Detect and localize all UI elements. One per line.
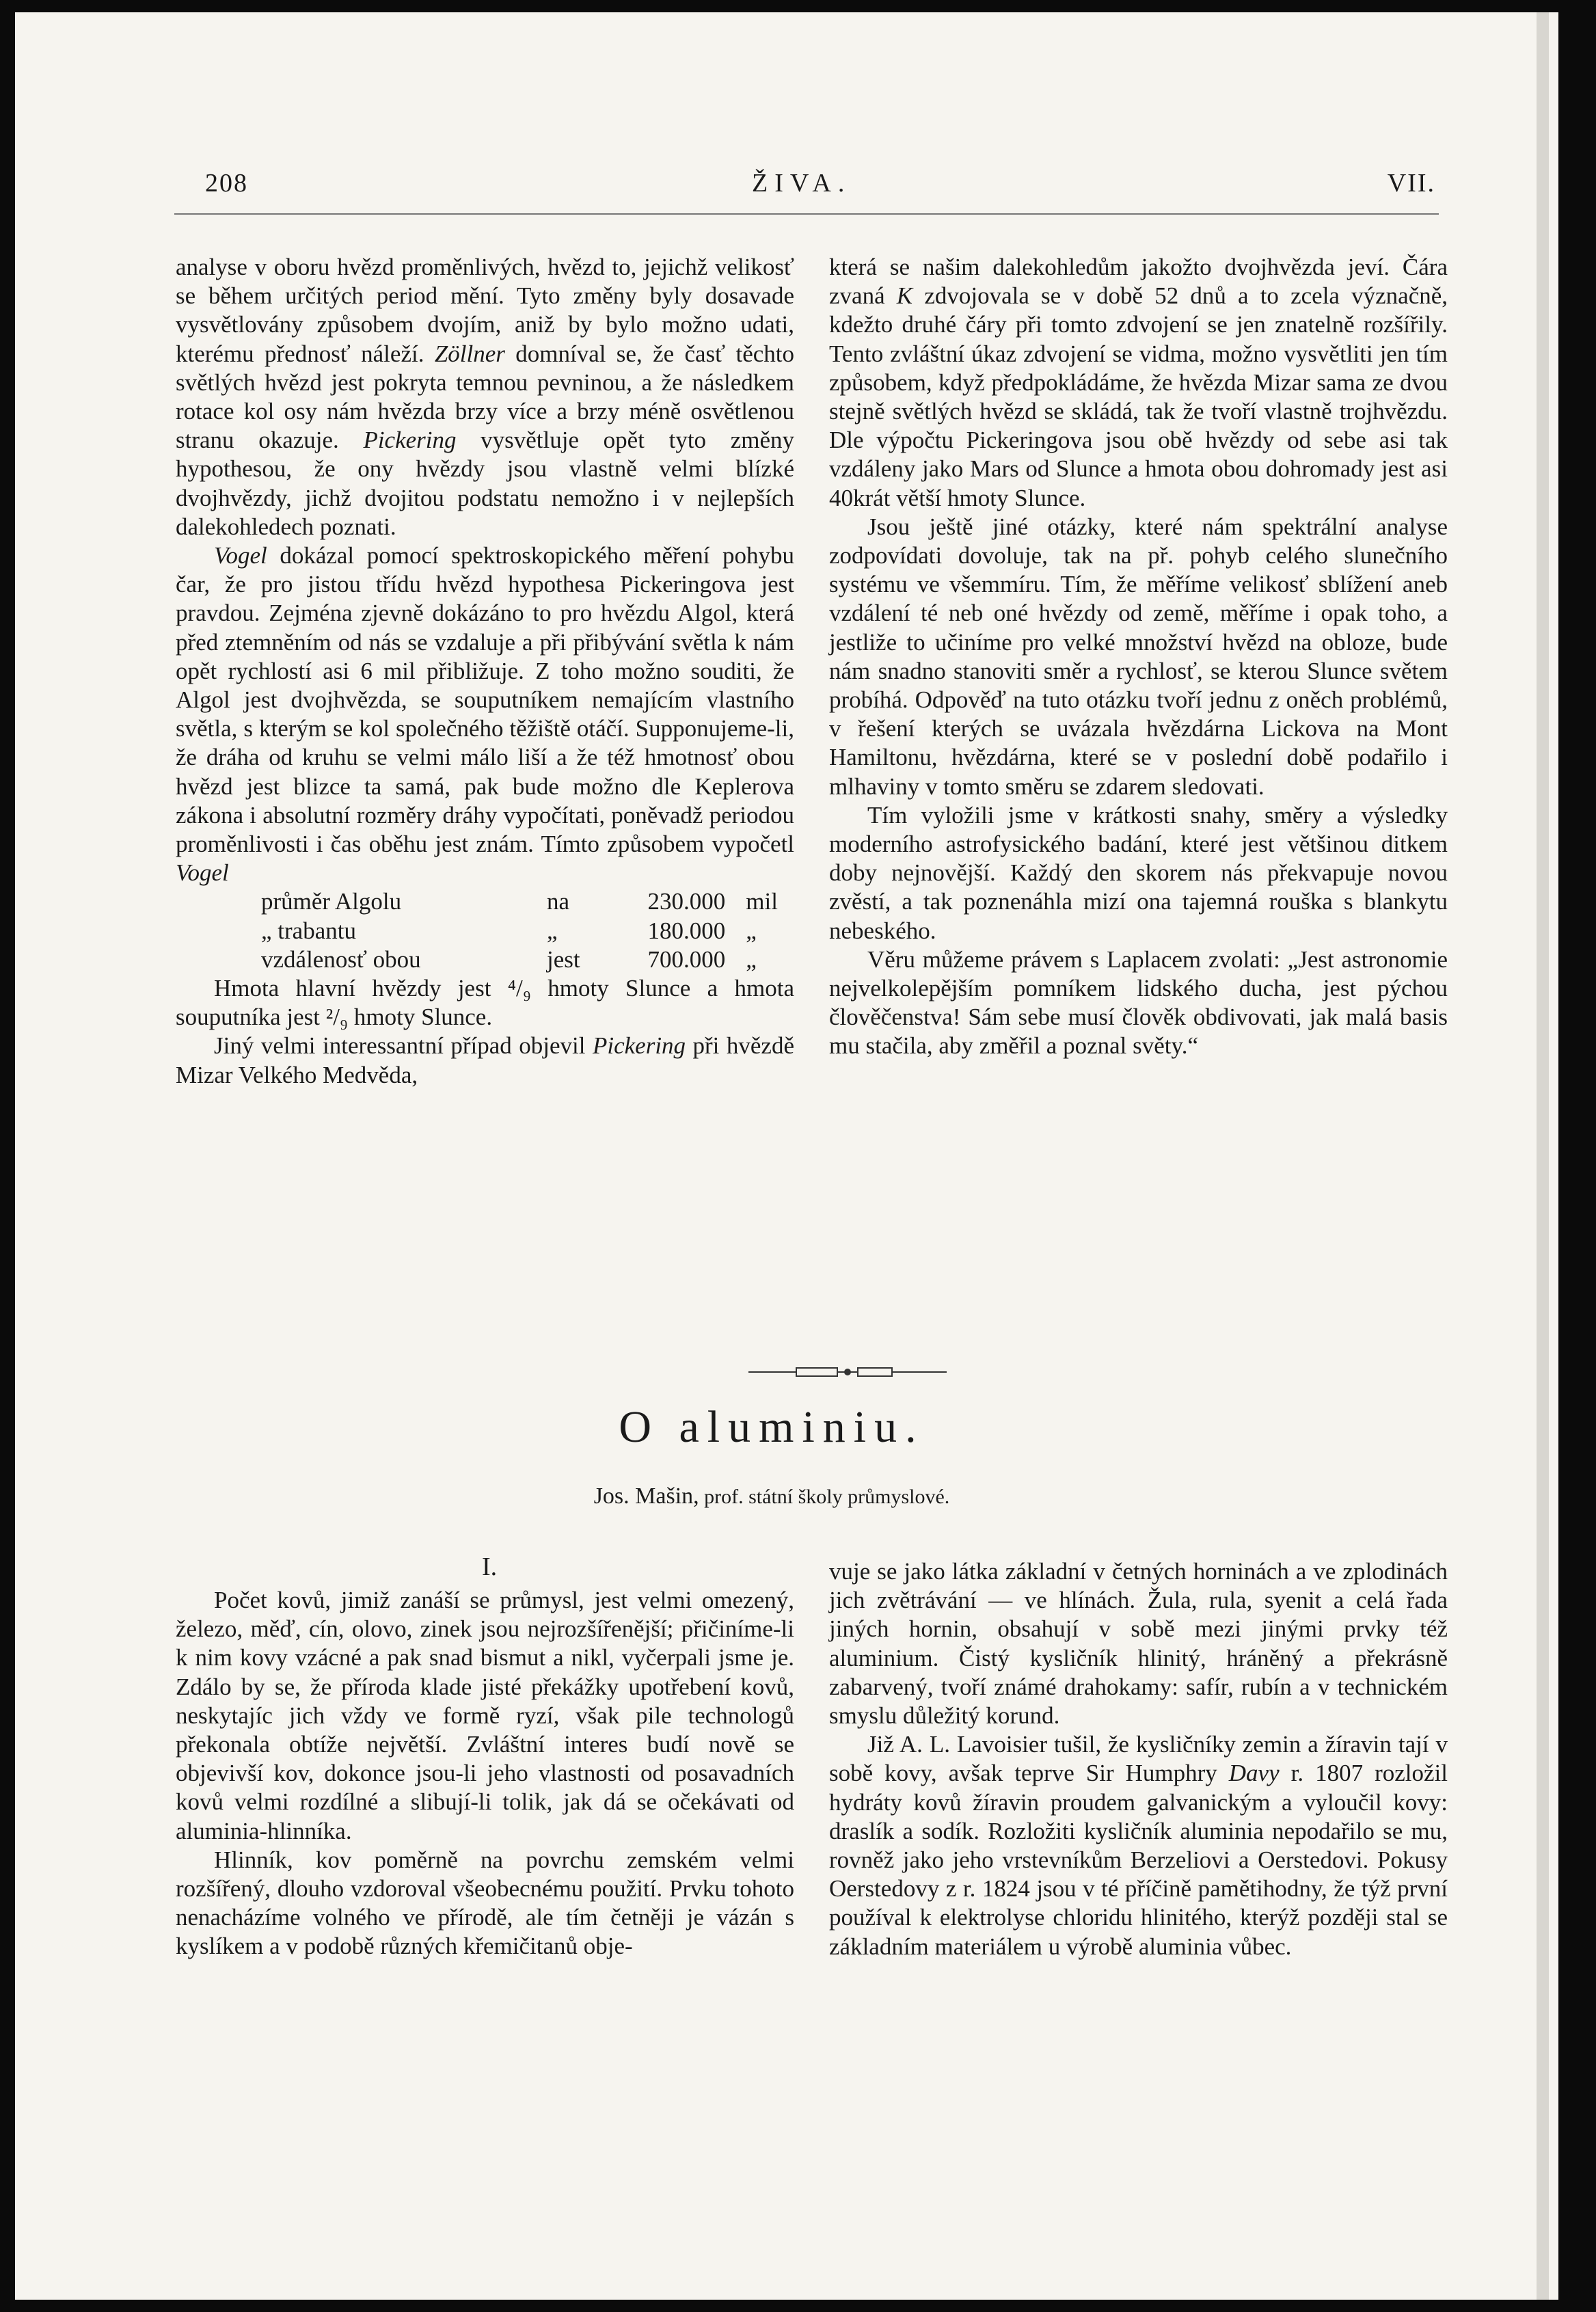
paragraph: Již A. L. Lavoisier tušil, že kysličníky zemin a žíravin tají v sobě kovy, avšak teprve Sir Humphry Davy r. 1807 rozložil hydráty kovů žíravin proudem galvanickým a vyloučil kovy: draslík a sodík. Rozložiti kysličník aluminia nepodařilo se mu, rovněž jako jeho vrstevníkům Berzeliovi a Oerstedovi. Pokusy Oerstedovy z r. 1824 jsou v té příčině pamětihodny, že týž první používal k elektrolyse chloridu hlinitého, kterýž později stal se základním materiálem u výrobě aluminia vůbec. <box>829 1731 1448 1960</box>
paragraph: Hlinník, kov poměrně na povrchu zemském velmi rozšířený, dlouho vzdoroval všeobecnému použití. Prvku tohoto nenacházíme volného ve přírodě, ale tím četněji je vázán s kyslíkem a v podobě různých křemičitanů obje- <box>176 1846 794 1960</box>
paragraph: Hmota hlavní hvězdy jest ⁴/₉ hmoty Slunce a hmota souputníka jest ²/₉ hmoty Slunce. <box>176 975 794 1031</box>
byline <box>0 1483 1543 1509</box>
section-number: I. <box>482 1552 498 1581</box>
header-rule <box>174 213 1439 215</box>
page-number: 208 <box>205 169 248 198</box>
new-article-column-right <box>829 1557 1448 1961</box>
dimensions-table <box>176 887 794 974</box>
paragraph: Vogel dokázal pomocí spektroskopického měření pohybu čar, že pro jistou třídu hvězd hypothesa Pickeringova jest pravdou. Zejména zjevně dokázáno to pro hvězdu Algol, která před ztemněním od nás se vzdaluje a při přibývání světla k nám opět rychlostí asi 6 mil přibližuje. Z toho možno souditi, že Algol jest dvojhvězda, se souputníkem nemajícím vlastního světla, s kterým se kol společného těžiště otáčí. Supponujeme-li, že dráha od kruhu se velmi málo liší a že též hmotnosť obou hvězd jest blizce ta samá, pak bude možno dle Keplerova zákona i absolutní rozměry dráhy vypočítati, poněvadž periodou proměnlivosti i čas oběhu jest znám. Tímto způsobem vypočetl Vogel <box>176 542 794 887</box>
top-article-column-right <box>829 253 1448 1061</box>
author-name: Jos. Mašin, <box>593 1483 699 1509</box>
new-article-column-left <box>176 1586 794 1961</box>
paragraph: Jiný velmi interessantní případ objevil Pickering při hvězdě Mizar Velkého Medvěda, <box>176 1032 794 1088</box>
paragraph: vuje se jako látka základní v četných horninách a ve zplodinách jich zvětrávání — ve hlínách. Žula, rula, syenit a celá řada jiných hornin, obsahují v sobě mezi jinými prvky též aluminium. Čistý kysličník hlinitý, hráněný a překrásně zabarvený, tvoří známé drahokamy: safír, rubín a v technickém smyslu důležitý korund. <box>829 1558 1448 1730</box>
person-name: Pickering <box>363 427 457 454</box>
journal-title: ŽIVA. <box>752 169 852 198</box>
page-edge <box>1537 12 1549 2300</box>
person-name: Vogel <box>214 542 267 569</box>
paragraph: analyse v oboru hvězd proměnlivých, hvězd to, jejichž velikosť se během určitých period mění. Tyto změny byly dosavade vysvětlovány způsobem dvojím, aniž by bylo možno udati, kterému přednosť náleží. Zöllner domníval se, že časť těchto světlých hvězd jest pokryta temnou pevninou, a že následkem rotace kol osy nám hvězda brzy více a brzy méně osvětlenou stranu okazuje. Pickering vysvětluje opět tyto změny hypothesou, že ony hvězdy jsou vlastně velmi blízké dvojhvězdy, jichž dvojitou podstatu nemožno i v nejlepších dalekohledech poznati. <box>176 254 795 540</box>
section-ornament <box>748 1364 947 1380</box>
line-label: K <box>896 282 913 310</box>
article-title: O aluminiu. <box>619 1402 925 1452</box>
paragraph: Tím vyložili jsme v krátkosti snahy, směry a výsledky moderního astrofysického badání, které jest většinou ditkem doby nejnovější. Každý den skorem nás překvapuje novou zvěstí, a tak poznenáhla mizí ona tajemná rouška s blankytu nebeského. <box>829 801 1448 944</box>
running-header <box>205 168 1435 216</box>
person-name: Davy <box>1228 1760 1280 1787</box>
top-article-column-left <box>176 253 794 1090</box>
person-name: Vogel <box>176 859 229 887</box>
volume-number: VII. <box>1387 169 1435 198</box>
table-row: „ trabantu „ 180.000 „ <box>261 917 757 944</box>
paragraph: Věru můžeme právem s Laplacem zvolati: „Jest astronomie nejvelkolepějším pomníkem lidského ducha, jest pýchou člověčenstva! Sám sebe musí člověk obdivovati, jak malá basis mu stačila, aby změřil a poznal světy.“ <box>829 945 1448 1060</box>
table-row: vzdálenosť obou jest 700.000 „ <box>261 945 757 973</box>
paragraph: Jsou ještě jiné otázky, které nám spektrální analyse zodpovídati dovoluje, tak na př. pohyb celého slunečního systému ve všemmíru. Tím, že měříme velikosť sblížení aneb vzdálení té neb oné hvězdy od země, měříme i opak toho, a jestliže to učiníme pro velké množství hvězd na obloze, bude nám snadno stanoviti směr a rychlosť, se kterou Slunce světem probíhá. Odpověď na tuto otázku tvoří jednu z oněch problémů, v řešení kterých se uvázala hvězdárna Lickova na Mont Hamiltonu, hvězdárna, které se v poslední době podařilo i mlhaviny v tomto směru se zdarem sledovati. <box>829 513 1448 800</box>
person-name: Zöllner <box>434 340 505 367</box>
table-row: průměr Algolu na 230.000 mil <box>261 888 778 915</box>
paragraph: Počet kovů, jimiž zanáší se průmysl, jest velmi omezený, železo, měď, cín, olovo, zinek jsou nejrozšířenější; přičiníme-li k nim kovy vzácné a pak snad bismut a nikl, vyčerpali jsme je. Zdálo by se, že příroda klade jisté překážky upotřebení kovů, neskytajíc jich vždy ve formě ryzí, však pile technologů překonala obtíže největší. Zvláštní interes budí nově se objevivší kov, dokonce jsou-li jeho vlastnosti od posavadních kovů velmi rozdílné a slibují-li tolik, jak dá se očekávati od aluminia-hlinníka. <box>176 1587 794 1844</box>
paragraph: která se našim dalekohledům jakožto dvojhvězda jeví. Čára zvaná K zdvojovala se v době 52 dnů a to zcela význačně, kdežto druhé čáry při tomto zdvojení se jen znatelně rozšířily. Tento zvláštní úkaz zdvojení se vidma, možno vysvětliti jen tím způsobem, když předpokládáme, že hvězda Mizar sama ze dvou stejně světlých hvězd se skládá, tak že tvoří vlastně trojhvězdu. Dle výpočtu Pickeringova jsou obě hvězdy od sebe asi tak vzdáleny jako Mars od Slunce a hmota obou dohromady jest asi 40krát větší hmoty Slunce. <box>829 254 1448 511</box>
author-role: prof. státní školy průmyslové. <box>704 1486 950 1508</box>
person-name: Pickering <box>592 1032 686 1060</box>
